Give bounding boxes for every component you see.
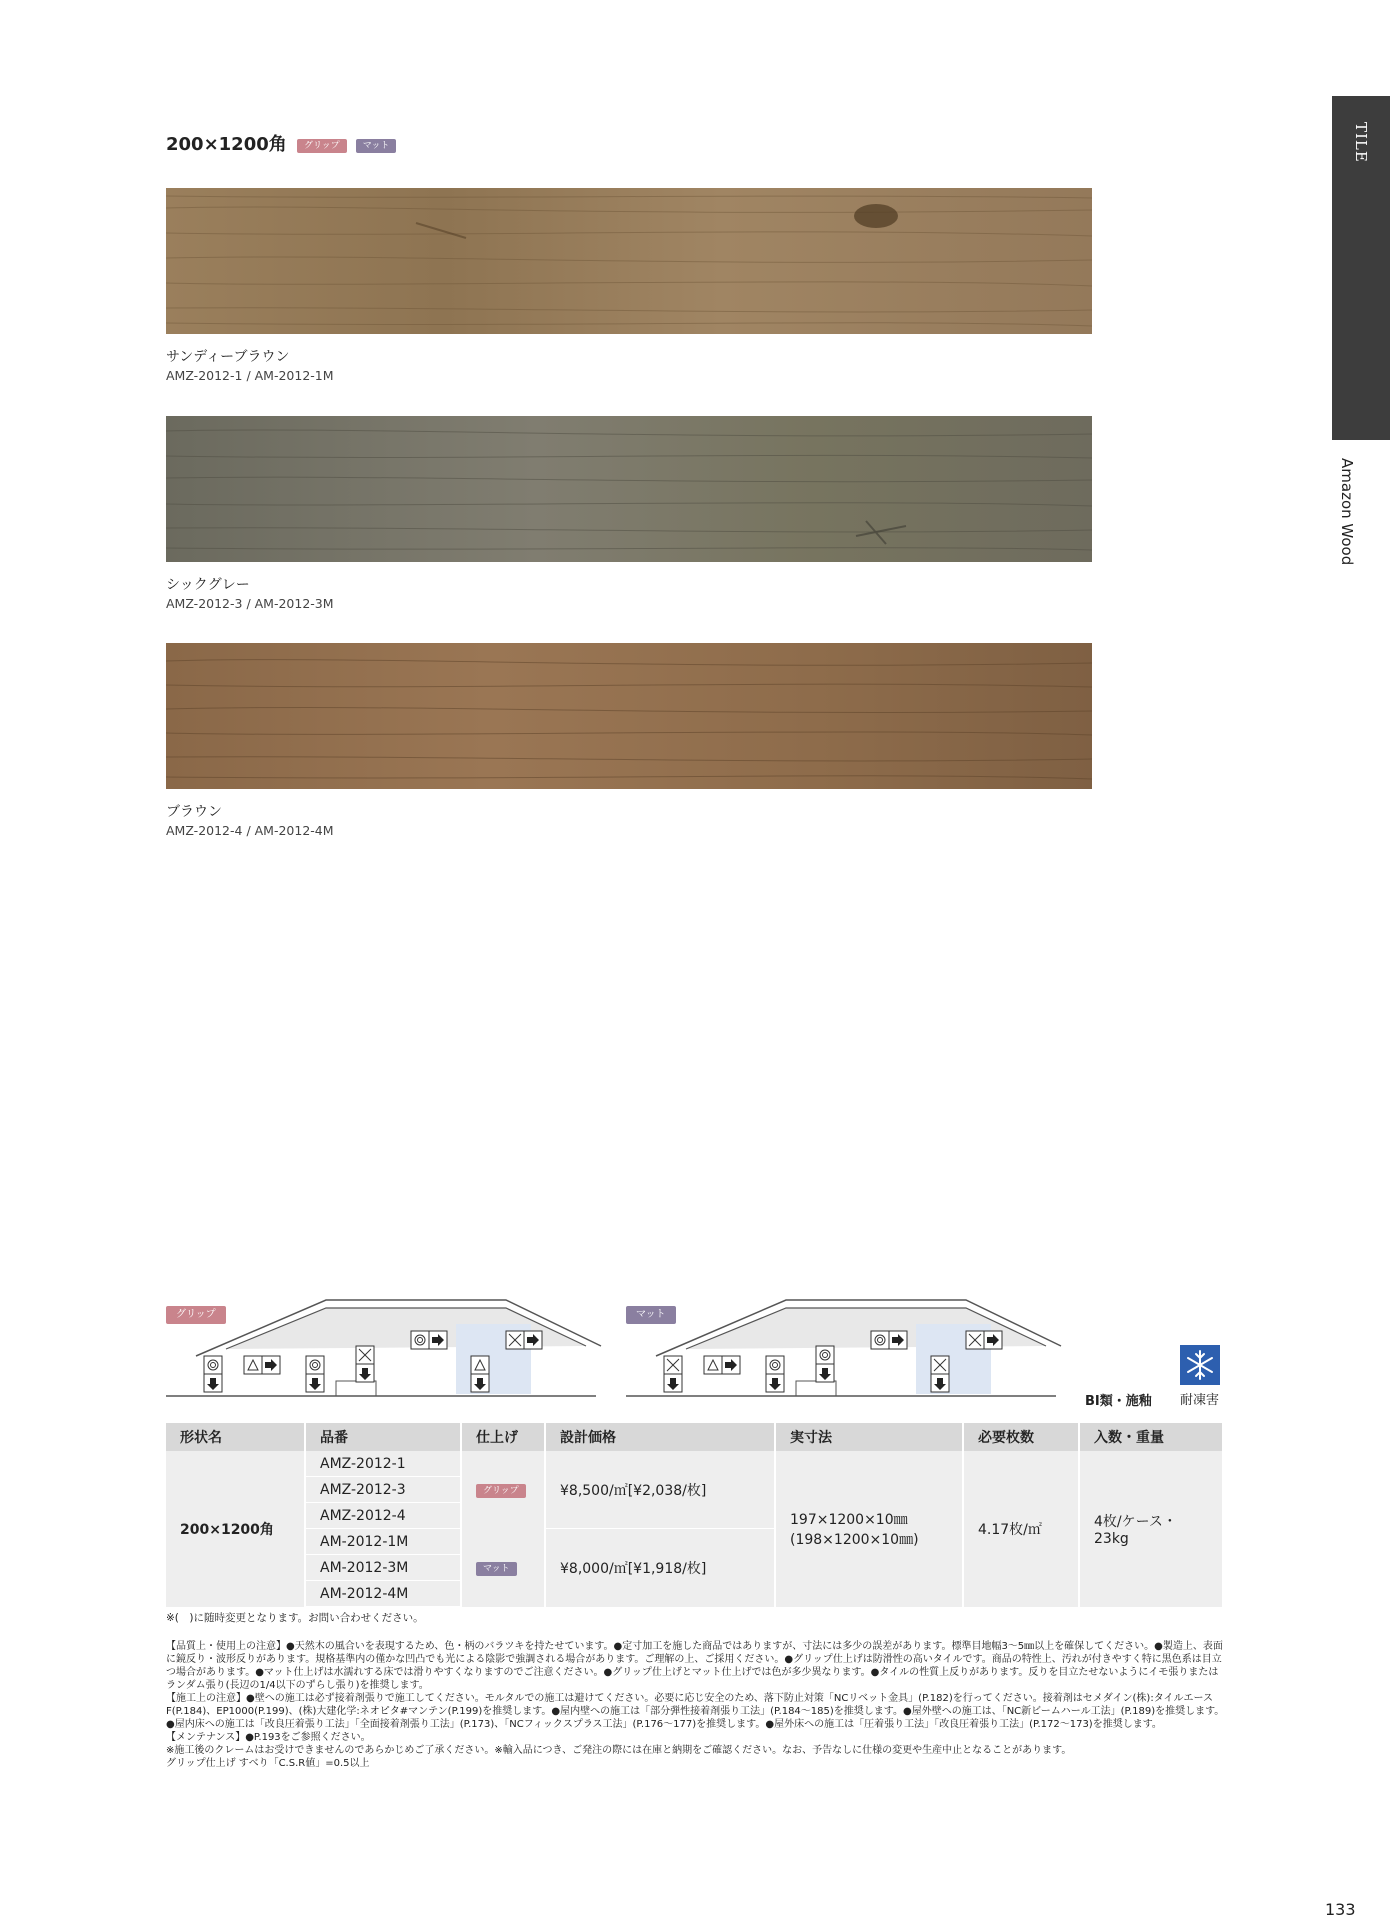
code-cell: AM-2012-4M [305, 1581, 461, 1607]
quality-note: 【品質上・使用上の注意】●天然木の風合いを表現するため、色・柄のバラツキを持たせています。●定寸加工を施した商品ではありますが、寸法には多少の誤差があります。標準目地幅3〜5㎜以上を確保してください。●製造上、表面に鏡反り・波形反りがあります。規格基準内の僅かな凹凸でも光による陰影で強調される場合があります。ご理解の上、ご採用ください。●グリップ仕上げは防滑性の高いタイルです。商品の特性上、汚れが付きやすく特に黒色系は目立つ場合があります。●マット仕上げは水濡れする床では滑りやすくなりますのでご注意ください。●グリップ仕上げとマット仕上げでは色が多少異なります。●タイルの性質上反りがあります。反りを目立たせないようにイモ張りまたはランダム張り(長辺の1/4以下のずらし張り)を推奨します。 [166, 1641, 1223, 1691]
matte-chip: マット [476, 1562, 517, 1576]
size-nominal: 197×1200×10㎜ [790, 1511, 908, 1528]
code-cell: AMZ-2012-1 [305, 1451, 461, 1477]
code-cell: AMZ-2012-3 [305, 1477, 461, 1503]
header-shape: 形状名 [166, 1423, 305, 1451]
tile-code: AMZ-2012-1 / AM-2012-1M [166, 368, 334, 383]
pack-cell: 4枚/ケース・23kg [1079, 1451, 1223, 1607]
price-cell: ¥8,500/㎡[¥2,038/枚] [545, 1451, 775, 1529]
disclaimer-note: ※施工後のクレームはお受けできませんのであらかじめご了承ください。※輸入品につき、ご発注の際には在庫と納期をご確認ください。なお、予告なしに仕様の変更や生産中止となることがあります。 [166, 1745, 1072, 1756]
side-tab-label: TILE [1352, 122, 1370, 163]
tile-code: AMZ-2012-4 / AM-2012-4M [166, 823, 334, 838]
matte-usage-diagram [626, 1296, 1066, 1408]
header-pack: 入数・重量 [1079, 1423, 1223, 1451]
required-cell: 4.17枚/㎡ [963, 1451, 1079, 1607]
tile-name: ブラウン [166, 804, 222, 820]
maintenance-note: 【メンテナンス】●P.193をご参照ください。 [166, 1732, 371, 1743]
table-note: ※( )に随時変更となります。お問い合わせください。 [166, 1612, 424, 1624]
series-name: Amazon Wood [1338, 458, 1356, 566]
slip-note: グリップ仕上げ すべり「C.S.R値」=0.5以上 [166, 1758, 370, 1769]
page-title: 200×1200角 [166, 134, 287, 155]
tile-name: シックグレー [166, 577, 250, 593]
tile-name: サンディーブラウン [166, 349, 290, 365]
tile-image-sandy-brown [166, 188, 1092, 334]
page-number: 133 [1325, 1900, 1356, 1919]
price-cell: ¥8,000/㎡[¥1,918/枚] [545, 1529, 775, 1607]
header-price: 設計価格 [545, 1423, 775, 1451]
usage-notes [166, 1640, 1226, 1770]
side-tab [1332, 96, 1390, 440]
code-cell: AM-2012-3M [305, 1555, 461, 1581]
grip-chip: グリップ [297, 139, 347, 153]
tile-image-brown [166, 643, 1092, 789]
classification-label: BI類・施釉 [1085, 1394, 1152, 1409]
code-cell: AM-2012-1M [305, 1529, 461, 1555]
matte-chip: マット [626, 1306, 676, 1324]
grip-usage-diagram [166, 1296, 606, 1408]
frost-resistance-label: 耐凍害 [1180, 1393, 1220, 1408]
grip-chip: グリップ [166, 1306, 226, 1324]
header-code: 品番 [305, 1423, 461, 1451]
grip-chip: グリップ [476, 1484, 526, 1498]
snowflake-icon [1180, 1345, 1220, 1385]
finish-chips [297, 133, 400, 153]
tile-image-chic-gray [166, 416, 1092, 562]
construction-note: 【施工上の注意】●壁への施工は必ず接着剤張りで施工してください。モルタルでの施工は避けてください。必要に応じ安全のため、落下防止対策「NCリベット金具」(P.182)を行ってください。接着剤はセメダイン(株):タイルエースF(P.184)、EP1000(P.199)、(株)大建化学:ネオピタ#マンテン(P.199)を推奨します。●屋内壁への施工は「部分弾性接着剤張り工法」(P.184〜185)を推奨します。●屋外壁への施工は、「NC新ビームハール工法」(P.189)を推奨します。●屋内床への施工は「改良圧着張り工法」「全面接着剤張り工法」(P.173)、「NCフィックスプラス工法」(P.176〜177)を推奨します。●屋外床への施工は「圧着張り工法」「改良圧着張り工法」(P.172〜173)を推奨します。 [166, 1693, 1225, 1730]
finish-cell [461, 1451, 545, 1529]
finish-cell [461, 1529, 545, 1607]
header-required: 必要枚数 [963, 1423, 1079, 1451]
header-size: 実寸法 [775, 1423, 963, 1451]
spec-table [166, 1423, 1224, 1607]
size-actual: (198×1200×10㎜) [790, 1531, 919, 1548]
size-cell [775, 1451, 963, 1607]
header-finish: 仕上げ [461, 1423, 545, 1451]
matte-chip: マット [356, 139, 397, 153]
code-cell: AMZ-2012-4 [305, 1503, 461, 1529]
tile-code: AMZ-2012-3 / AM-2012-3M [166, 596, 334, 611]
table-row [166, 1451, 1223, 1477]
shape-cell: 200×1200角 [166, 1451, 305, 1607]
